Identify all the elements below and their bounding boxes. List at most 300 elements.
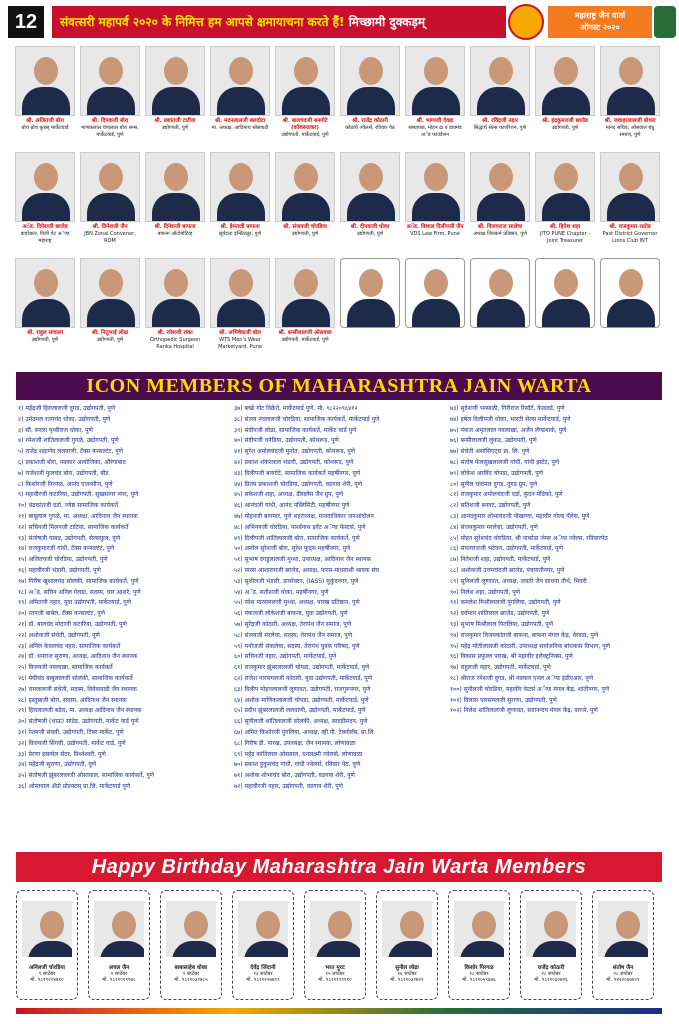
list-item: १६) महावीरजी भंडारी, उद्योगपती, पुणे: [18, 566, 101, 574]
list-item: ३९) संदीपजी लोढा, सामाजिक कार्यकर्ते, मार्केट यार्ड पुणे: [234, 426, 357, 434]
photo-head: [359, 163, 383, 191]
birthday-card: [232, 890, 294, 1000]
list-item: १२) सचिनजी मिलनजी टाटिया, सामाजिक कार्यकर्ते: [18, 523, 129, 531]
list-item: ५९) मनोजजी संकलेचा, सदस्य, तेरापंथ युवक परिषद, पुणे: [234, 642, 360, 650]
member-desc: JITO PUNE Chapter - Joint Treasurer: [539, 231, 591, 244]
birthday-card: [160, 890, 222, 1000]
list-item: ६०) सचिनजी नहार, उद्योगपती, मार्केटयार्ड, पुणे: [234, 653, 337, 661]
list-item: ४५) सकेशजी शहा, अध्यक्ष, डीसलेंस जैन ग्रुप, पुणे: [234, 491, 344, 499]
birthday-mobile: मो. ९८२२०१९९७८: [102, 977, 136, 983]
list-item: २) उमेदमल रतनचंद धोका, उद्योगपती, पुणे: [18, 415, 111, 423]
member-card: [79, 152, 141, 256]
list-item: ८०) सुनील चांदमल दुगड, दुगड ग्रुप, पुणे: [450, 480, 538, 488]
photo-head: [472, 911, 496, 939]
list-item: १४) राजकुमारजी गांधी, टॅक्स कन्सल्टंट, पुणे: [18, 545, 115, 553]
photo-body: [388, 941, 432, 957]
member-desc: उद्योगपती, पुणे: [96, 337, 124, 343]
member-name: श्री. विजयराज सालेचा: [477, 224, 523, 230]
birthday-name: अचल जैन: [108, 965, 130, 971]
member-card: [274, 152, 336, 256]
list-item: ४) रमेशजी शांतिलालजी गुगळे, उद्योगपती, पुणे: [18, 437, 119, 445]
birthday-mobile: मो. ९८२२०५९६७६: [462, 977, 496, 983]
member-card: [469, 46, 531, 150]
photo-body: [412, 299, 460, 328]
photo-head: [34, 163, 58, 191]
list-item: ७०) प्रकाश हुकुमचंद गांधी, गांधी ज्वेलर्स, रविवार पेठ, पुणे: [234, 761, 361, 769]
member-desc: JBN Zonal Convener, ROM: [84, 231, 136, 244]
member-photo: [340, 152, 400, 222]
photo-body: [604, 941, 648, 957]
photo-body: [22, 299, 70, 328]
list-item: ७२) महावीरजी नहार, उद्योगपती, वडगाव शेरी, पुणे: [234, 782, 343, 790]
birthday-name: संतोष जैन: [612, 965, 634, 971]
member-desc: अध्यक्ष जितकर्म प्रतिष्ठान, पुणे: [473, 231, 527, 237]
empty-card: [404, 258, 466, 362]
list-item: २१) डॉ. बालचंद मोदाजी कटारिया, उद्योगपती, पुणे: [18, 620, 127, 628]
member-name: श्री. हेमंतजी बाफना: [220, 224, 260, 230]
birthday-name: किशोर पिरगळ: [464, 965, 494, 971]
list-item: १३) संतोषजी चाबड, उद्योगपती, सेल्सफ़ुल, पुणे: [18, 534, 121, 542]
member-photo: [405, 46, 465, 116]
member-desc: कोठारी ज्वेलर्स, रविवार पेठ: [345, 125, 395, 131]
member-photo: [470, 152, 530, 222]
photo-head: [99, 57, 123, 85]
member-desc: उद्योगपती, पुणे: [291, 231, 319, 237]
member-name: श्री. दिपकजी बोरा: [91, 118, 129, 124]
birthday-name: बाबासाहेब धोका: [174, 965, 208, 971]
list-item: ३१) रेशमजी संघवी, उद्योगपती, टिंबर मार्केट, पुणे: [18, 728, 124, 736]
member-photo: [210, 152, 270, 222]
birthday-title: Happy Birthday Maharashtra Jain Warta Members: [16, 852, 662, 882]
list-item: ४६) आनंदजी गांधी, आनंद पब्लिसिटी, महर्षीनगर पुणे: [234, 502, 350, 510]
member-card: [209, 258, 271, 362]
photo-body: [542, 87, 590, 116]
list-item: ५४) अॅड. सतीशजी धोका, महर्षीनगर, पुणे: [234, 588, 329, 596]
photo-head: [328, 911, 352, 939]
member-name: श्री. बन्सीलालजी ओसवाल: [278, 330, 332, 336]
list-item: ५) राजेंद्र शहाणेद ललवाणी, टॅक्स कन्सल्टंट, पुणे: [18, 448, 123, 456]
photo-head: [34, 269, 58, 297]
photo-head: [359, 57, 383, 85]
list-item: ५३) सुशीलजी भंडारी, डायरेक्टर, (IASS) मुकुंदनगर, पुणे: [234, 577, 359, 585]
member-card: [274, 46, 336, 150]
birthday-date: १६ सप्टेंबर: [397, 971, 417, 977]
list-item: १००) सुनीलजी चोरडिया, महावीर केटर्स अॅण्ड मंगल केंद्र, शांतीनगर, पुणे: [450, 685, 610, 693]
list-item: ३८) संजय नंदलालजी चोरडिया, सामाजिक कार्यकर्ते, मार्केटयार्ड पुणे: [234, 415, 380, 423]
member-name: श्री. अभिषेकजी बोरा: [219, 330, 261, 336]
photo-body: [217, 193, 265, 222]
photo-head: [489, 269, 513, 297]
member-photo: [210, 46, 270, 116]
photo-head: [164, 163, 188, 191]
member-desc: उद्योगपती, पुणे: [161, 125, 189, 131]
birthday-mobile: मो. ९८२२१११११०: [318, 977, 352, 983]
list-item: ३) सौ. सरला पृथ्वीराज धोका, पुणे: [18, 426, 93, 434]
member-photo: [275, 258, 335, 328]
list-item: ३६) ओस्तवाल ॲग्रो प्रोडक्टस् प्रा.लि. मार्केटयार्ड पुणे: [18, 782, 131, 790]
birthday-date: १ सप्टेंबर: [38, 971, 56, 977]
photo-head: [164, 269, 188, 297]
member-desc: सिद्धांर्थ सेल्स कार्पोरेशन, पुणे: [473, 125, 527, 131]
photo-body: [347, 87, 395, 116]
member-desc: डायरेक्टर, विजी पेट अॅण्ड महाराष्ट्र: [20, 231, 70, 244]
member-desc: Orthopedic Surgeon Ranka Hospital: [149, 337, 201, 350]
photo-body: [412, 193, 460, 222]
brand-box: [548, 6, 652, 38]
list-item: २२) अशोकजी संचेती, उद्योगपती, पुणे: [18, 631, 100, 639]
list-item: ८६) संपतराजजी भटेवरा, उद्योगपती, मार्केटयार्ड, पुणे: [450, 545, 563, 553]
member-card: [274, 258, 336, 362]
brand-title: महाराष्ट्र जैन वार्ता: [574, 11, 626, 20]
member-name: श्री. हितेश शहा: [549, 224, 581, 230]
birthday-mobile: मो. ९८२२२०७७१९: [246, 977, 280, 983]
member-name: श्री. इंद्रकुमारजी छाजेड: [542, 118, 588, 124]
banner-tag: मिच्छामी दुक्कड़म्: [348, 15, 426, 29]
member-photo: [600, 152, 660, 222]
member-photo: [340, 46, 400, 116]
member-card: [14, 258, 76, 362]
member-name: अॅड. विशाल दिलीपजी जैन: [406, 224, 464, 230]
list-item: ५६) पंकजजी लोकेशजी बाफना, युवा उद्योगपती, पुणे: [234, 610, 348, 618]
birthday-date: १३ सप्टेंबर: [253, 971, 273, 977]
member-desc: बोरा ब्रोथ फ़ुडस् मार्केटयार्ड: [21, 125, 69, 131]
list-item: ९१) कमलेश मिश्रीलालजी पुंगलिया, उद्योगपती, पुणे: [450, 599, 561, 607]
list-item: ६४) अशोक माणिकलालजी चोपडा, उद्योगपती, मार्केटयार्ड, पुणे: [234, 696, 369, 704]
photo-body: [22, 193, 70, 222]
photo-head: [619, 163, 643, 191]
member-desc: WTS Men's Wear Marketyard, Pune: [218, 337, 262, 350]
photo-body: [22, 87, 70, 116]
birthday-name: अनिलजी चोरडिया: [29, 965, 65, 971]
list-column-1: [18, 404, 230, 793]
member-photo: [526, 901, 576, 957]
list-item: ९) महावीरजी कटारिया, उद्योगपती, सुखसागर नगर, पुणे: [18, 491, 139, 499]
member-photo: [382, 901, 432, 957]
photo-head: [400, 911, 424, 939]
member-name: श्री. जवाहरलालजी बोथरा: [604, 118, 656, 124]
photo-body: [152, 193, 200, 222]
photo-head: [164, 57, 188, 85]
member-card: [404, 46, 466, 150]
list-item: ४९) दिलीपजी शांतिलालजी बोरा, सामाजिक कार्यकर्ते, पुणे: [234, 534, 360, 542]
member-card: [144, 152, 206, 256]
list-item: १९) अमितजी नहार, युवा उद्योगपती, मार्केटयार्ड, पुणे: [18, 599, 131, 607]
list-item: ९६) विकास प्रफुल्ल पारख, श्री महावीर इलेक्ट्रनिक्स, पुणे: [450, 653, 573, 661]
member-card: [144, 46, 206, 150]
photo-head: [554, 269, 578, 297]
photo-head: [554, 163, 578, 191]
member-name: श्री. मदनलालजी बलदोटा: [214, 118, 266, 124]
photo-head: [359, 269, 383, 297]
member-name: श्री. अजितजी बोरा: [26, 118, 64, 124]
member-photo: [166, 901, 216, 957]
list-item: २६) मेघीचंद बाबुलालजी सोलंकी, सामाजिक कार्यकर्ते: [18, 674, 133, 682]
member-desc: बाफना ऑटोमोटिव्ह: [157, 231, 193, 237]
list-item: ९२) वर्धमान शांतिलाल छाजेड, उद्योगपती, पुणे: [450, 610, 550, 618]
member-card: [469, 152, 531, 256]
photo-head: [619, 57, 643, 85]
birthday-name: भरत मुरट: [325, 965, 345, 971]
birthday-card: [88, 890, 150, 1000]
member-card: [339, 46, 401, 150]
list-item: ९०) निलेश शहा, उद्योगपती, पुणे: [450, 588, 521, 596]
member-desc: उद्योगपती, मार्केटयार्ड, पुणे: [281, 337, 329, 343]
list-item: २७) रामलालजी संचेती, सदस्य, विवेकवाडी जैन स्थानक: [18, 685, 137, 693]
empty-card: [599, 258, 661, 362]
member-photo: [310, 901, 360, 957]
list-column-2: [234, 404, 446, 793]
member-name: श्री. राजेंद्र कोठारी: [352, 118, 388, 124]
member-name: श्री. बालचंदजी बनगोटे (कोथरूडकर): [282, 118, 328, 131]
list-item: ६२) राजेश पारसमलजी कोठारी, युवा उद्योगपती, मार्केटयार्ड, पुणे: [234, 674, 373, 682]
member-photo: [80, 152, 140, 222]
photo-body: [100, 941, 144, 957]
birthday-name: देवेंद्र जिंदानी: [250, 965, 276, 971]
list-item: ९५) महेंद्र मोतीलालजी कोठारी, उपाध्यक्ष सार्वजनिक बांधकाम विभाग, पुणे: [450, 642, 611, 650]
member-card: [14, 46, 76, 150]
member-desc: मा. अध्यक्ष, आदिनाथ सोसायटी: [211, 125, 269, 131]
photo-head: [34, 57, 58, 85]
photo-body: [347, 193, 395, 222]
empty-card: [339, 258, 401, 362]
member-name: श्री. नितुभाई लोढा: [91, 330, 129, 336]
photo-head: [99, 269, 123, 297]
birthday-date: १ सप्टेंबर: [182, 971, 200, 977]
photo-head: [619, 269, 643, 297]
list-column-3: [450, 404, 662, 717]
member-photo: [340, 258, 400, 328]
birthday-date: २८ सप्टेंबर: [613, 971, 633, 977]
photo-head: [424, 269, 448, 297]
list-item: ४०) संदीपजी धनेडिया, उद्योगपती, कोथरूड, पुणे: [234, 437, 339, 445]
icon-members-title: ICON MEMBERS OF MAHARASHTRA JAIN WARTA: [16, 372, 662, 400]
photo-head: [616, 911, 640, 939]
birthday-mobile: मो. ९८१९२२४७१०: [30, 977, 64, 983]
member-card: [599, 152, 661, 256]
photo-body: [316, 941, 360, 957]
photo-head: [554, 57, 578, 85]
birthday-card: [592, 890, 654, 1000]
photo-body: [217, 299, 265, 328]
member-name: श्री. रविंद्रजी नहार: [481, 118, 519, 124]
list-item: ९३) सुभाष मिश्रीलाल पितलिया, उद्योगपती, पुणे: [450, 620, 554, 628]
photo-head: [424, 163, 448, 191]
list-item: ५१) सुभाष दगडुलालजी मुथ्था, उपाध्यक्ष, आदिनाथ जैन स्थानक: [234, 556, 372, 564]
photo-head: [229, 269, 253, 297]
list-item: ८) किशोरजी पिरगळ, आनंद एजन्सीज, पुणे: [18, 480, 113, 488]
list-item: ७५) पंकज अमृतलाल नवलाखा, अर्जेन लॅण्डमार्क, पुणे: [450, 426, 567, 434]
member-photo: [470, 46, 530, 116]
birthday-date: १ सप्टेंबर: [110, 971, 128, 977]
list-item: ५८) संजयजी मरलेचा, सदस्य, तेरापंथ जैन समाज, पुणे: [234, 631, 353, 639]
empty-card: [534, 258, 596, 362]
member-name: श्री. दिनेशजी जैन: [92, 224, 128, 230]
list-item: ५२) पारस आशारामजी छाजेड, अध्यक्ष, पारस-माधवाशी श्रावक संघ: [234, 566, 379, 574]
list-item: ८३) आनंदकुमार शोभाचंदजी पोखरणा, महावीर गोल्ड पॅलेस, पुणे: [450, 512, 590, 520]
list-item: ६३) दिलीप मोहनलालजी लुणावत, उद्योगपती, राजगुरुनगर, पुणे: [234, 685, 371, 693]
photo-head: [489, 57, 513, 85]
birthday-mobile: मो. ९४२२०६७४०१: [606, 977, 640, 983]
birthday-name: सुनील लोढा: [395, 965, 419, 971]
list-item: ३३) प्रेरणा इस्रायेल सेंटर, विश्वेश्वरी, पुणे: [18, 750, 106, 758]
birthday-card: [520, 890, 582, 1000]
member-card: [534, 152, 596, 256]
photo-body: [477, 193, 525, 222]
member-photo: [535, 258, 595, 328]
photo-body: [347, 299, 395, 328]
list-item: ३०) संतोषजी (भाऊ) सांडेड, उद्योगपती, मार्केट यार्ड पुणे: [18, 718, 139, 726]
member-card: [404, 152, 466, 256]
birthday-card: [304, 890, 366, 1000]
list-item: ६५) प्रदीप झुंबरलालजी ललवाणी, उद्योगपती, मार्केटयार्ड, पुणे: [234, 707, 366, 715]
list-item: २८) हस्तुखजी बोरा, सदस्य, आदिनाथ जैन स्थानक: [18, 696, 127, 704]
list-item: ८८) अशोकजी उत्तमचंदजी छाजेड, पंचायतीनगर, पुणे: [450, 566, 565, 574]
brand-date: ऑगस्ट २०२०: [580, 23, 620, 32]
birthday-date: १८ सप्टेंबर: [469, 971, 489, 977]
photo-body: [172, 941, 216, 957]
list-item: २४) डॉ. धनराज सुराणा, अध्यक्ष, आदिनाथ जैन स्थानक: [18, 653, 138, 661]
birthday-row: [16, 890, 664, 1000]
photo-body: [152, 87, 200, 116]
photo-body: [87, 193, 135, 222]
list-item: २९) हिरालालजी बडेरा, मा. अध्यक्ष आदिनाथ जैन स्थानक: [18, 707, 142, 715]
member-name: श्री. संजयजी चोरडिया: [283, 224, 327, 230]
list-item: ७४) हर्षल दिलीपजी धोका, भारती सेल्स मार्केटयार्ड, पुणे: [450, 415, 571, 423]
photo-body: [282, 87, 330, 116]
member-desc: Past District Governor Lions Club INT: [602, 231, 658, 244]
birthday-card: [448, 890, 510, 1000]
list-item: १०) चंद्रकांतजी दर्डा, ज्येष्ठ सामाजिक कार्यकर्ते: [18, 502, 119, 510]
list-item: १८) अॅड. सचिन अनिल गेलडा, सदस्य, चार आशरे, पुणे: [18, 588, 141, 596]
birthday-card: [16, 890, 78, 1000]
list-item: ९७) राहुलजी नहार, उद्योगपती, मार्केटयार्ड, पुणे: [450, 664, 551, 672]
list-item: ४८) अभिनयजी चोरडिया, पार्श्वनाथ इवेंट अॅण्ड फेस्टर्स, पुणे: [234, 523, 366, 531]
member-photo: [22, 901, 72, 957]
page-number: 12: [8, 6, 44, 38]
member-card: [14, 152, 76, 256]
list-item: २३) अनिल केवलचंद नहार, सामाजिक कार्यकर्ते: [18, 642, 121, 650]
list-item: ४४) प्रितम प्रकाशजी चोरडिया, उद्योगपती, वडगाव शेरी, पुणे: [234, 480, 362, 488]
empty-card: [469, 258, 531, 362]
member-card: [144, 258, 206, 362]
list-item: ८९) सुनिलजी लुणावत, अध्यक्ष, जयती जैन साधना तीर्थ, भिवरी: [450, 577, 587, 585]
member-card: [339, 152, 401, 256]
list-item: ३७) बच्छे गोट विक्रेते, मार्केटयार्ड पुणे. मो. ९८२२०९६४१२: [234, 405, 358, 412]
list-item: ७७) संचेती असोसिएट्स प्रा. लि. पुणे: [450, 448, 530, 456]
member-desc: मानद सचिव, ओसवाल बंधु समाज, पुणे: [605, 125, 655, 138]
member-photo: [275, 152, 335, 222]
list-item: ७८) संतोष फेलसुखलालजी गांधी, गांधी इस्टेट, पुणे: [450, 458, 560, 466]
list-item: ४७) मोहनजी बागमार, पुणे शहराध्यक्ष, मानवाधिकार जनआंदोलन: [234, 512, 374, 520]
birthday-mobile: मो. ९८२२०३०७१६: [534, 977, 568, 983]
member-name: श्री. रमेशजी रांका: [157, 330, 193, 336]
list-item: ४२) प्रकाश शंकरलाल भंडारी, उद्योगपती, कोथरूड, पुणे: [234, 458, 354, 466]
list-item: ५७) सुरेंद्रजी कोठारी, अध्यक्ष, तेरापंथ जैन समाज, पुणे: [234, 620, 352, 628]
list-item: १५) अजितचजी चोरडिया, उद्योगपती, पुणे: [18, 556, 108, 564]
list-item: १७) गिरीष खुशालचंद सोलंकी, सामाजिक कार्यकर्ते, पुणे: [18, 577, 139, 585]
member-photo: [145, 152, 205, 222]
list-item: २०) रतनजी बाबेल, टॅक्स कन्सल्टंट, पुणे: [18, 610, 105, 618]
photo-body: [542, 193, 590, 222]
banner-text: संवत्सरी महापर्व २०२० के निमित्त हम आपसे क्षमायाचना करते हैं!: [60, 15, 345, 29]
photo-body: [87, 87, 135, 116]
photo-head: [489, 163, 513, 191]
list-item: ६८) गिरीष डी. पारख, उपाध्यक्ष, जैन स्थानक, लोणावळा: [234, 739, 356, 747]
member-photo: [535, 46, 595, 116]
list-item: ६६) सुनीलजी शांतिलालजी सोलंकी, अध्यक्ष, सादड़ीसदन, पुणे: [234, 718, 368, 726]
seal-icon: [654, 6, 676, 38]
photo-body: [607, 87, 655, 116]
member-desc: माणकलाल चंपालाल बोरा सन्स, मार्केटयार्ड, पुणे: [81, 125, 139, 138]
member-photo: [80, 258, 140, 328]
photo-head: [294, 163, 318, 191]
photo-head: [229, 57, 253, 85]
list-item: १०१) विलास पारसमलजी सुराणा, उद्योगपती, पुणे: [450, 696, 557, 704]
list-item: ५५) रमेश पारसमलजी मुथ्था, अध्यक्ष, पारख प्रतिष्ठान, पुणे: [234, 599, 360, 607]
member-desc: उद्योगपती, मार्केटयार्ड, पुणे: [281, 132, 329, 138]
photo-body: [244, 941, 288, 957]
member-name: श्री. राहुल सांकला: [26, 330, 64, 336]
list-item: ९४) राजकुमार विजयकांतजी बाफना, बाफना मंगल केंद्र, वेरवडा, पुणे: [450, 631, 599, 639]
photo-body: [607, 299, 655, 328]
photo-body: [282, 299, 330, 328]
list-item: ७१) अशोक शोभाचंद बोरा, उद्योगपती, वडगाव शेरी, पुणे: [234, 772, 355, 780]
list-item: ४१) सुरेश अमोलचंदजी मुनोत, उद्योगपती, कोथरूड, पुणे: [234, 448, 356, 456]
photo-body: [282, 193, 330, 222]
member-desc: संस्थापक, मोहन द्रा व डायमंड अॅड फाउंडेशन: [408, 125, 462, 138]
list-item: ९८) श्रीराज रमेशजी दुगड, श्री नवकार एनल अॅण्ड इंडीएआर, पुणे: [450, 674, 594, 682]
list-item: ८४) संजयकुमार मरलेचा, उद्योगपती, पुणे: [450, 523, 538, 531]
list-item: ११) बाबूलाल गुगळे, मा. अध्यक्ष, आदिनाथ जैन स्थानक: [18, 512, 138, 520]
member-photo: [145, 258, 205, 328]
birthday-date: १५ सप्टेंबर: [325, 971, 345, 977]
member-photo: [94, 901, 144, 957]
member-photo: [598, 901, 648, 957]
photo-body: [477, 87, 525, 116]
photo-body: [532, 941, 576, 957]
list-item: १०२) निलेश शांतिलालजी लुणावत, सदानन्दय मंगल केंद्र, वारजे, पुणे: [450, 707, 598, 715]
photo-head: [544, 911, 568, 939]
photo-head: [424, 57, 448, 85]
member-photo: [238, 901, 288, 957]
member-photo: [15, 152, 75, 222]
member-photo: [15, 46, 75, 116]
photo-body: [28, 941, 72, 957]
list-item: ७) राजेशजी फुलचंद बोरा, उद्योगपती, बीड: [18, 469, 109, 477]
member-photo: [405, 152, 465, 222]
member-name: श्री. भाग्यजी देवडा: [416, 118, 454, 124]
list-item: १) महेंद्रजी हिरालालजी दुगड, उद्योगपती, पुणे: [18, 405, 116, 412]
photo-body: [477, 299, 525, 328]
member-photo: [454, 901, 504, 957]
member-photo: [15, 258, 75, 328]
list-item: २५) विजयजी नवलाखा, सामाजिक कार्यकर्ते: [18, 664, 113, 672]
photo-body: [152, 299, 200, 328]
member-card: [209, 152, 271, 256]
member-desc: उद्योगपती, पुणे: [551, 125, 579, 131]
photo-head: [184, 911, 208, 939]
member-card: [209, 46, 271, 150]
member-card: [79, 46, 141, 150]
member-photo: [210, 258, 270, 328]
page-header: [0, 0, 679, 44]
member-desc: सूर्यदत्ता इन्स्टिट्यूट, पुणे: [218, 231, 262, 237]
member-name: श्री. दीपकजी धोका: [350, 224, 390, 230]
list-item: ६१) राजकुमार झुंबरलालजी चोपडा, उद्योगपती, मार्केटयार्ड, पुणे: [234, 664, 370, 672]
member-card: [79, 258, 141, 362]
photo-head: [294, 269, 318, 297]
member-desc: उद्योगपती, पुणे: [31, 337, 59, 343]
